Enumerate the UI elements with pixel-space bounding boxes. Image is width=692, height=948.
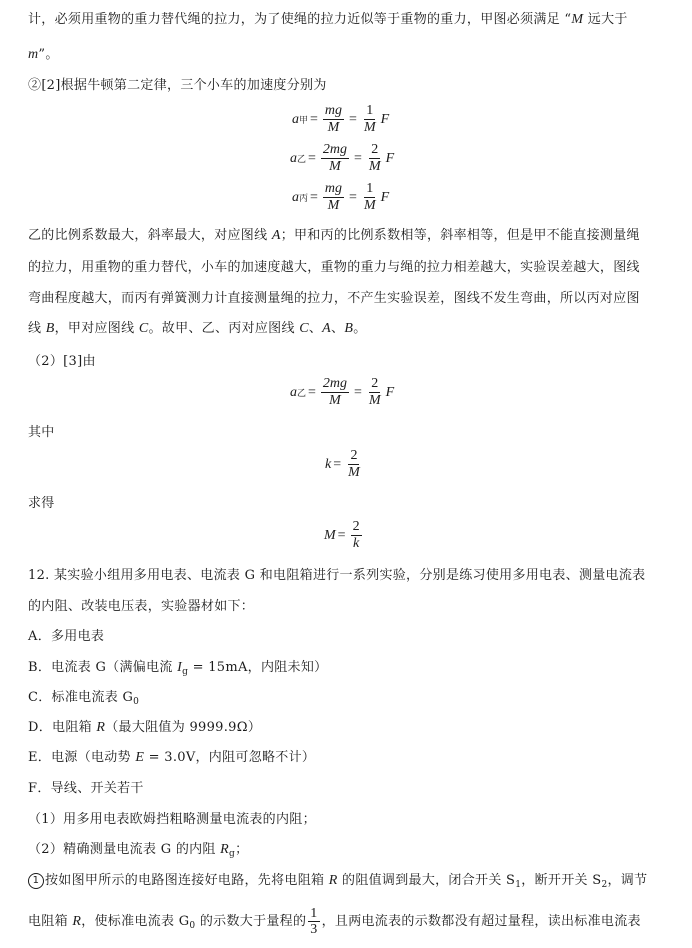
- text-line: [28, 319, 672, 339]
- text-span: 求得: [28, 496, 55, 511]
- text-span: 的内阻、改装电压表，实验器材如下：: [28, 599, 255, 614]
- subscript: 2: [601, 880, 608, 890]
- equation-a-jia: a 甲 = $\frac{mg}{M}$ = $\frac{1}{M}$ F: [292, 103, 390, 135]
- numerator: 1: [366, 103, 374, 118]
- symbol: R: [96, 720, 106, 735]
- fraction: [367, 376, 383, 409]
- text-line: [28, 423, 672, 443]
- eq-lhs: a: [292, 111, 299, 127]
- text-span: ，使标准电流表 G: [81, 914, 190, 929]
- eq-lhs: k: [325, 456, 332, 472]
- numerator: 2mg: [322, 376, 348, 391]
- eq-sub: 乙: [297, 154, 307, 164]
- text-line: [28, 906, 672, 937]
- text-span: 远大于: [583, 12, 628, 27]
- fraction: [321, 376, 349, 409]
- option-e: [28, 748, 672, 768]
- eq-sub: 乙: [297, 388, 307, 398]
- denominator: M: [327, 120, 340, 135]
- text-span: ，且两电流表的示数都没有超过量程，读出标准电流表: [321, 914, 641, 929]
- denominator: M: [327, 198, 340, 213]
- text-line: [28, 597, 672, 617]
- text-span: [2]根据牛顿第二定律，三个小车的加速度分别为: [41, 78, 327, 93]
- option-f: [28, 779, 672, 799]
- text-span: = 15mA，内阻未知）: [188, 660, 328, 675]
- text-line: [28, 10, 672, 30]
- option-a: [28, 627, 672, 647]
- eq-lhs: a: [290, 150, 297, 166]
- text-span: ；: [235, 842, 249, 857]
- eq-tail: F: [380, 111, 390, 127]
- text-span: ，调节: [607, 873, 648, 888]
- fraction: [367, 142, 383, 175]
- eq-lhs: a: [290, 384, 297, 400]
- eq-tail: F: [380, 189, 390, 205]
- option-d: [28, 718, 672, 738]
- symbol: C: [299, 321, 309, 336]
- text-line: [28, 494, 672, 514]
- denominator: M: [368, 393, 381, 408]
- numerator: 2mg: [322, 142, 348, 157]
- subscript: 0: [133, 697, 140, 707]
- numerator: mg: [324, 103, 343, 118]
- text-span: 、: [308, 321, 323, 336]
- question-12-text: 12. 某实验小组用多用电表、电流表 G 和电阻箱进行一系列实验，分别是练习使用多用电表、测量电流表: [28, 568, 646, 583]
- option-c: [28, 688, 672, 712]
- subscript: g: [182, 667, 189, 677]
- fraction: [351, 519, 362, 552]
- text-span: F．导线、开关若干: [28, 781, 144, 796]
- fraction: [323, 181, 344, 214]
- equation-a-yi-repeat: a 乙 = $\frac{2mg}{M}$ = $\frac{2}{M}$ F: [290, 376, 395, 408]
- numerator: 2: [352, 519, 360, 534]
- text-span: E．电源（电动势: [28, 750, 136, 765]
- text-line: [28, 566, 672, 586]
- step-1: [28, 810, 672, 830]
- symbol: C: [138, 321, 149, 336]
- text-span: （2）[3]由: [28, 354, 96, 369]
- symbol: B: [45, 321, 55, 336]
- text-span: ；甲和丙的比例系数相等，斜率相等，但是甲不能直接测量绳: [280, 228, 640, 243]
- denominator: 3: [310, 922, 318, 937]
- text-line: [28, 226, 672, 246]
- text-span: （最大阻值为 9999.9Ω）: [105, 720, 262, 735]
- step-2: [28, 840, 672, 864]
- numerator: 2: [371, 376, 379, 391]
- text-span: 的示数大于量程的: [195, 914, 307, 929]
- equation-a-yi: a 乙 = $\frac{2mg}{M}$ = $\frac{2}{M}$ F: [290, 142, 395, 174]
- text-span: C．标准电流表 G: [28, 690, 134, 705]
- text-span: ，断开开关 S: [521, 873, 602, 888]
- text-span: 电阻箱: [28, 914, 73, 929]
- text-span: 按如图甲所示的电路图连接好电路，先将电阻箱: [45, 873, 329, 888]
- eq-lhs: M: [324, 527, 336, 543]
- numerator: 1: [310, 906, 318, 921]
- symbol: E: [135, 750, 145, 765]
- fraction: [362, 103, 378, 136]
- fraction: [346, 448, 362, 481]
- symbol: B: [344, 321, 354, 336]
- text-span: ，甲对应图线: [54, 321, 139, 336]
- text-span: 弯曲程度越大，而丙有弹簧测力计直接测量绳的拉力，不产生实验误差，图线不发生弯曲，所以丙对应图: [28, 291, 640, 306]
- text-span: D．电阻箱: [28, 720, 97, 735]
- text-line: [28, 258, 672, 278]
- fraction: [362, 181, 378, 214]
- denominator: M: [329, 159, 341, 174]
- fraction: [323, 103, 344, 136]
- denominator: M: [363, 120, 376, 135]
- numerator: 2: [350, 448, 358, 463]
- subscript: 1: [515, 880, 522, 890]
- equation-k: k = $\frac{2}{M}$: [325, 448, 360, 480]
- circled-number: ②: [28, 78, 42, 93]
- equation-a-bing: a 丙 = $\frac{mg}{M}$ = $\frac{1}{M}$ F: [292, 181, 390, 213]
- eq-tail: F: [385, 384, 395, 400]
- eq-sub: 甲: [299, 115, 309, 125]
- fraction: [308, 906, 319, 937]
- text-span: A．多用电表: [28, 629, 105, 644]
- denominator: M: [348, 465, 360, 480]
- text-span: 其中: [28, 425, 55, 440]
- text-span: （2）精确测量电流表 G 的内阻: [28, 842, 221, 857]
- denominator: M: [363, 198, 376, 213]
- symbol: R: [72, 914, 82, 929]
- numerator: 2: [371, 142, 379, 157]
- text-span: 。故甲、乙、丙对应图线: [148, 321, 300, 336]
- symbol: A: [322, 321, 332, 336]
- text-span: B．电流表 G（满偏电流: [28, 660, 178, 675]
- subscript: g: [229, 849, 236, 859]
- text-span: ”。: [38, 47, 59, 62]
- text-span: 的拉力，用重物的重力替代，小车的加速度越大，重物的重力与绳的拉力相差越大，实验误差越大，图线: [28, 260, 640, 275]
- symbol: R: [328, 873, 338, 888]
- step-2-sub-1: [28, 871, 672, 895]
- text-span: = 3.0V，内阻可忽略不计）: [144, 750, 316, 765]
- symbol: I: [177, 660, 183, 675]
- text-span: （1）用多用电表欧姆挡粗略测量电流表的内阻；: [28, 812, 316, 827]
- eq-lhs: a: [292, 189, 299, 205]
- denominator: M: [368, 159, 381, 174]
- numerator: mg: [324, 181, 343, 196]
- text-span: 乙的比例系数最大，斜率最大，对应图线: [28, 228, 272, 243]
- denominator: M: [329, 393, 341, 408]
- text-span: 的阻值调到最大，闭合开关 S: [337, 873, 516, 888]
- eq-tail: F: [385, 150, 395, 166]
- text-line: [28, 45, 672, 65]
- text-span: 线: [28, 321, 46, 336]
- text-line: [28, 289, 672, 309]
- option-b: [28, 658, 672, 682]
- equation-M: M = $\frac{2}{k}$: [324, 519, 360, 551]
- fraction: [321, 142, 349, 175]
- symbol-M: M: [571, 12, 584, 27]
- text-span: 、: [331, 321, 345, 336]
- symbol: A: [271, 228, 281, 243]
- symbol-m: m: [28, 47, 39, 62]
- eq-sub: 丙: [299, 193, 309, 203]
- text-span: 。: [353, 321, 367, 336]
- text-span: 计，必须用重物的重力替代绳的拉力，为了使绳的拉力近似等于重物的重力，甲图必须满足 “: [28, 12, 572, 27]
- denominator: k: [352, 536, 360, 551]
- subscript: 0: [189, 921, 196, 931]
- text-line: [28, 352, 672, 372]
- circled-number: 1: [28, 873, 44, 889]
- symbol: R: [220, 842, 230, 857]
- numerator: 1: [366, 181, 374, 196]
- text-line: [28, 76, 672, 96]
